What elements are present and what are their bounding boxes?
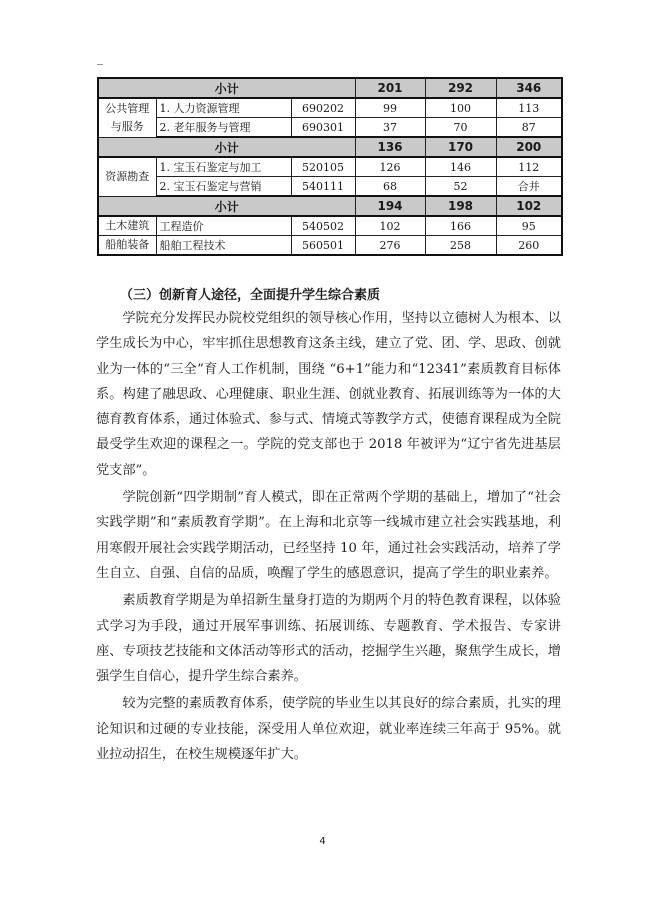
value-cell: 194 [355,196,425,216]
table-row [98,118,562,138]
value-cell: 166 [425,216,496,236]
body-text [96,306,561,767]
value-cell: 95 [496,216,562,236]
code-cell: 690202 [291,98,355,118]
subtotal-row [98,78,562,98]
value-cell: 260 [496,236,562,256]
table-row [98,177,562,197]
value-cell: 52 [425,177,496,197]
value-cell: 100 [425,98,496,118]
value-cell: 201 [355,78,425,98]
category-cell: 土木建筑 [98,216,156,236]
value-cell: 112 [496,157,562,177]
value-cell: 346 [496,78,562,98]
code-cell: 540111 [291,177,355,197]
value-cell: 126 [355,157,425,177]
major-cell: 2. 老年服务与管理 [156,118,291,138]
paragraph: 学院充分发挥民办院校党组织的领导核心作用，坚持以立德树人为根本、以学生成长为中心，牢牢抓住思想教育这条主线，建立了党、团、学、思政、创就业为一体的“三全”育人工作机制，围绕 “6+1”能力和“12341”素质教育目标体系。构建了融思政、心理健康、职业生涯、创就业教育、拓展训练等为一体的大德育教育体系，通过体验式、参与式、情境式等教学方式，使德育课程成为全院最受学生欢迎的课程之一。学院的党支部也于 2018 年被评为“辽宁省先进基层党支部”。 [96,311,561,478]
paragraph: 素质教育学期是为单招新生量身打造的为期两个月的特色教育课程，以体验式学习为手段，通过开展军事训练、拓展训练、专题教育、学术报告、专家讲座、专项技艺技能和文体活动等形式的活动，挖掘学生兴趣，聚焦学生成长，增强学生自信心，提升学生综合素养。 [96,593,561,685]
value-cell: 70 [425,118,496,138]
subtotal-row [98,196,562,216]
subtotal-label: 小计 [98,137,355,157]
table-row [98,98,562,118]
major-cell: 工程造价 [156,216,291,236]
value-cell: 146 [425,157,496,177]
value-cell: 113 [496,98,562,118]
enrollment-table [97,77,563,256]
value-cell: 合并 [496,177,562,197]
value-cell: 200 [496,137,562,157]
page-number: 4 [319,836,326,847]
value-cell: 102 [355,216,425,236]
value-cell: 170 [425,137,496,157]
subtotal-label: 小计 [98,196,355,216]
code-cell: 690301 [291,118,355,138]
value-cell: 276 [355,236,425,256]
value-cell: 87 [496,118,562,138]
table-row [98,157,562,177]
major-cell: 1. 宝玉石鉴定与加工 [156,157,291,177]
category-cell: 公共管理与服务 [98,98,156,137]
code-cell: 560501 [291,236,355,256]
value-cell: 99 [355,98,425,118]
value-cell: 292 [425,78,496,98]
subtotal-label: 小计 [98,78,355,98]
value-cell: 37 [355,118,425,138]
code-cell: 540502 [291,216,355,236]
code-cell: 520105 [291,157,355,177]
value-cell: 198 [425,196,496,216]
value-cell: 68 [355,177,425,197]
paragraph: 学院创新“四学期制”育人模式，即在正常两个学期的基础上，增加了“社会实践学期”和“素质教育学期”。在上海和北京等一线城市建立社会实践基地，利用寒假开展社会实践学期活动，已经坚持 10 年，通过社会实践活动，培养了学生自立、自强、自信的品质，唤醒了学生的感恩意识，提高了学生的职业素养。 [96,490,561,581]
category-cell: 资源勘查 [98,157,156,196]
value-cell: 102 [496,196,562,216]
paragraph: 较为完整的素质教育体系，使学院的毕业生以其良好的综合素质，扎实的理论知识和过硬的专业技能，深受用人单位欢迎，就业率连续三年高于 95%。就业拉动招生，在校生规模逐年扩大。 [96,696,561,763]
subtotal-row [98,137,562,157]
value-cell: 136 [355,137,425,157]
major-cell: 船舶工程技术 [156,236,291,256]
category-cell: 船舶装备 [98,236,156,256]
top-mark: _ [97,51,103,65]
major-cell: 1. 人力资源管理 [156,98,291,118]
table-row [98,216,562,236]
value-cell: 258 [425,236,496,256]
major-cell: 2. 宝玉石鉴定与营销 [156,177,291,197]
section-heading: （三）创新育人途径，全面提升学生综合素质 [120,288,381,303]
table-row [98,236,562,256]
